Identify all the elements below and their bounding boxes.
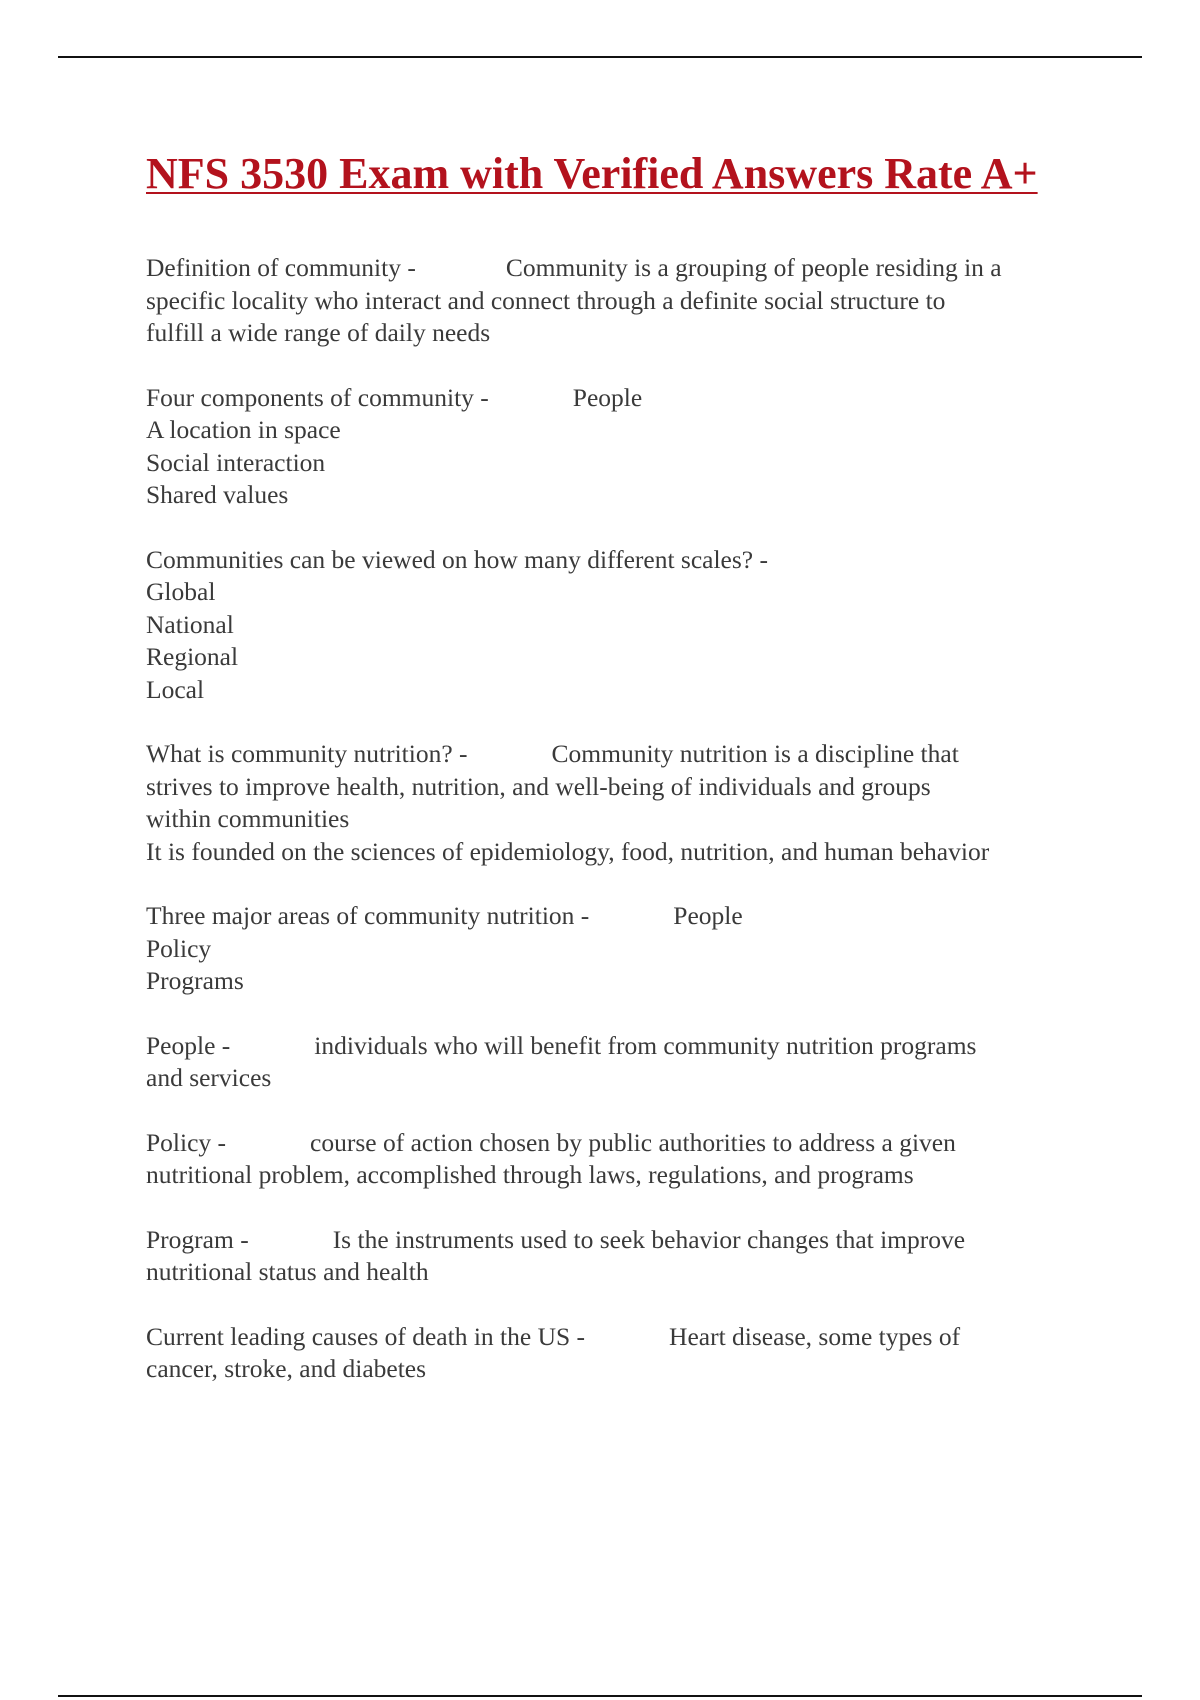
qa-list bbox=[146, 252, 1086, 1386]
qa-answer-line: nutritional status and health bbox=[146, 1257, 429, 1286]
qa-entry bbox=[146, 900, 1086, 998]
qa-answer-line: It is founded on the sciences of epidemiology, food, nutrition, and human behavior bbox=[146, 836, 990, 866]
qa-answer-line: Heart disease, some types of bbox=[669, 1321, 961, 1351]
qa-first-line bbox=[146, 382, 1086, 415]
qa-term: Program - bbox=[146, 1224, 249, 1254]
qa-answer-line: People bbox=[673, 901, 743, 930]
qa-first-line bbox=[146, 544, 1086, 577]
qa-answer-line: A location in space bbox=[146, 415, 341, 444]
qa-term: Policy - bbox=[146, 1127, 227, 1157]
qa-answer-line: course of action chosen by public authorities to address a given bbox=[310, 1127, 956, 1157]
qa-answer-line: nutritional problem, accomplished through laws, regulations, and programs bbox=[146, 1160, 914, 1189]
qa-answer-line: National bbox=[146, 609, 234, 639]
document-title: NFS 3530 Exam with Verified Answers Rate A+ bbox=[146, 149, 1038, 198]
qa-term: Communities can be viewed on how many different scales? - bbox=[146, 544, 768, 574]
qa-answer-line: cancer, stroke, and diabetes bbox=[146, 1354, 427, 1383]
qa-entry bbox=[146, 382, 1086, 512]
qa-entry bbox=[146, 1321, 1086, 1386]
top-page-rule bbox=[58, 56, 1142, 58]
qa-answer-line: Community is a grouping of people residing in a bbox=[505, 253, 1002, 282]
qa-answer-line: specific locality who interact and connect through a definite social structure to bbox=[146, 285, 946, 315]
qa-term: Definition of community - bbox=[146, 253, 416, 282]
qa-answer-line: Local bbox=[146, 674, 205, 704]
qa-answer-line: and services bbox=[146, 1063, 272, 1092]
qa-entry bbox=[146, 252, 1086, 350]
qa-entry bbox=[146, 1224, 1086, 1289]
qa-first-line bbox=[146, 1321, 1086, 1354]
qa-answer-line: Shared values bbox=[146, 480, 289, 509]
qa-first-line bbox=[146, 738, 1086, 771]
bottom-page-rule bbox=[58, 1695, 1142, 1697]
qa-answer-line: Is the instruments used to seek behavior changes that improve bbox=[332, 1224, 966, 1254]
qa-answer-line: within communities bbox=[146, 804, 350, 833]
qa-term: Three major areas of community nutrition - bbox=[146, 901, 590, 930]
qa-term: What is community nutrition? - bbox=[146, 739, 468, 768]
qa-term: Current leading causes of death in the US - bbox=[146, 1321, 586, 1351]
qa-first-line bbox=[146, 252, 1086, 285]
qa-first-line bbox=[146, 1127, 1086, 1160]
qa-answer-line: Social interaction bbox=[146, 447, 326, 477]
qa-answer-line: Policy bbox=[146, 933, 212, 963]
qa-answer-line: Global bbox=[146, 577, 216, 606]
qa-entry bbox=[146, 1030, 1086, 1095]
qa-answer-line: Community nutrition is a discipline that bbox=[551, 739, 959, 768]
document-body bbox=[146, 146, 1086, 1418]
qa-answer-line: People bbox=[572, 382, 643, 412]
qa-answer-line: strives to improve health, nutrition, and well-being of individuals and groups bbox=[146, 771, 931, 801]
qa-answer-line: individuals who will benefit from community nutrition programs bbox=[314, 1030, 977, 1060]
qa-entry bbox=[146, 544, 1086, 707]
qa-entry bbox=[146, 1127, 1086, 1192]
qa-answer-line: Programs bbox=[146, 966, 244, 995]
qa-first-line bbox=[146, 1030, 1086, 1063]
qa-term: People - bbox=[146, 1030, 231, 1060]
qa-answer-line: Regional bbox=[146, 642, 239, 671]
qa-answer-line: fulfill a wide range of daily needs bbox=[146, 318, 491, 347]
qa-first-line bbox=[146, 1224, 1086, 1257]
qa-first-line bbox=[146, 900, 1086, 933]
qa-entry bbox=[146, 738, 1086, 868]
qa-term: Four components of community - bbox=[146, 382, 489, 412]
